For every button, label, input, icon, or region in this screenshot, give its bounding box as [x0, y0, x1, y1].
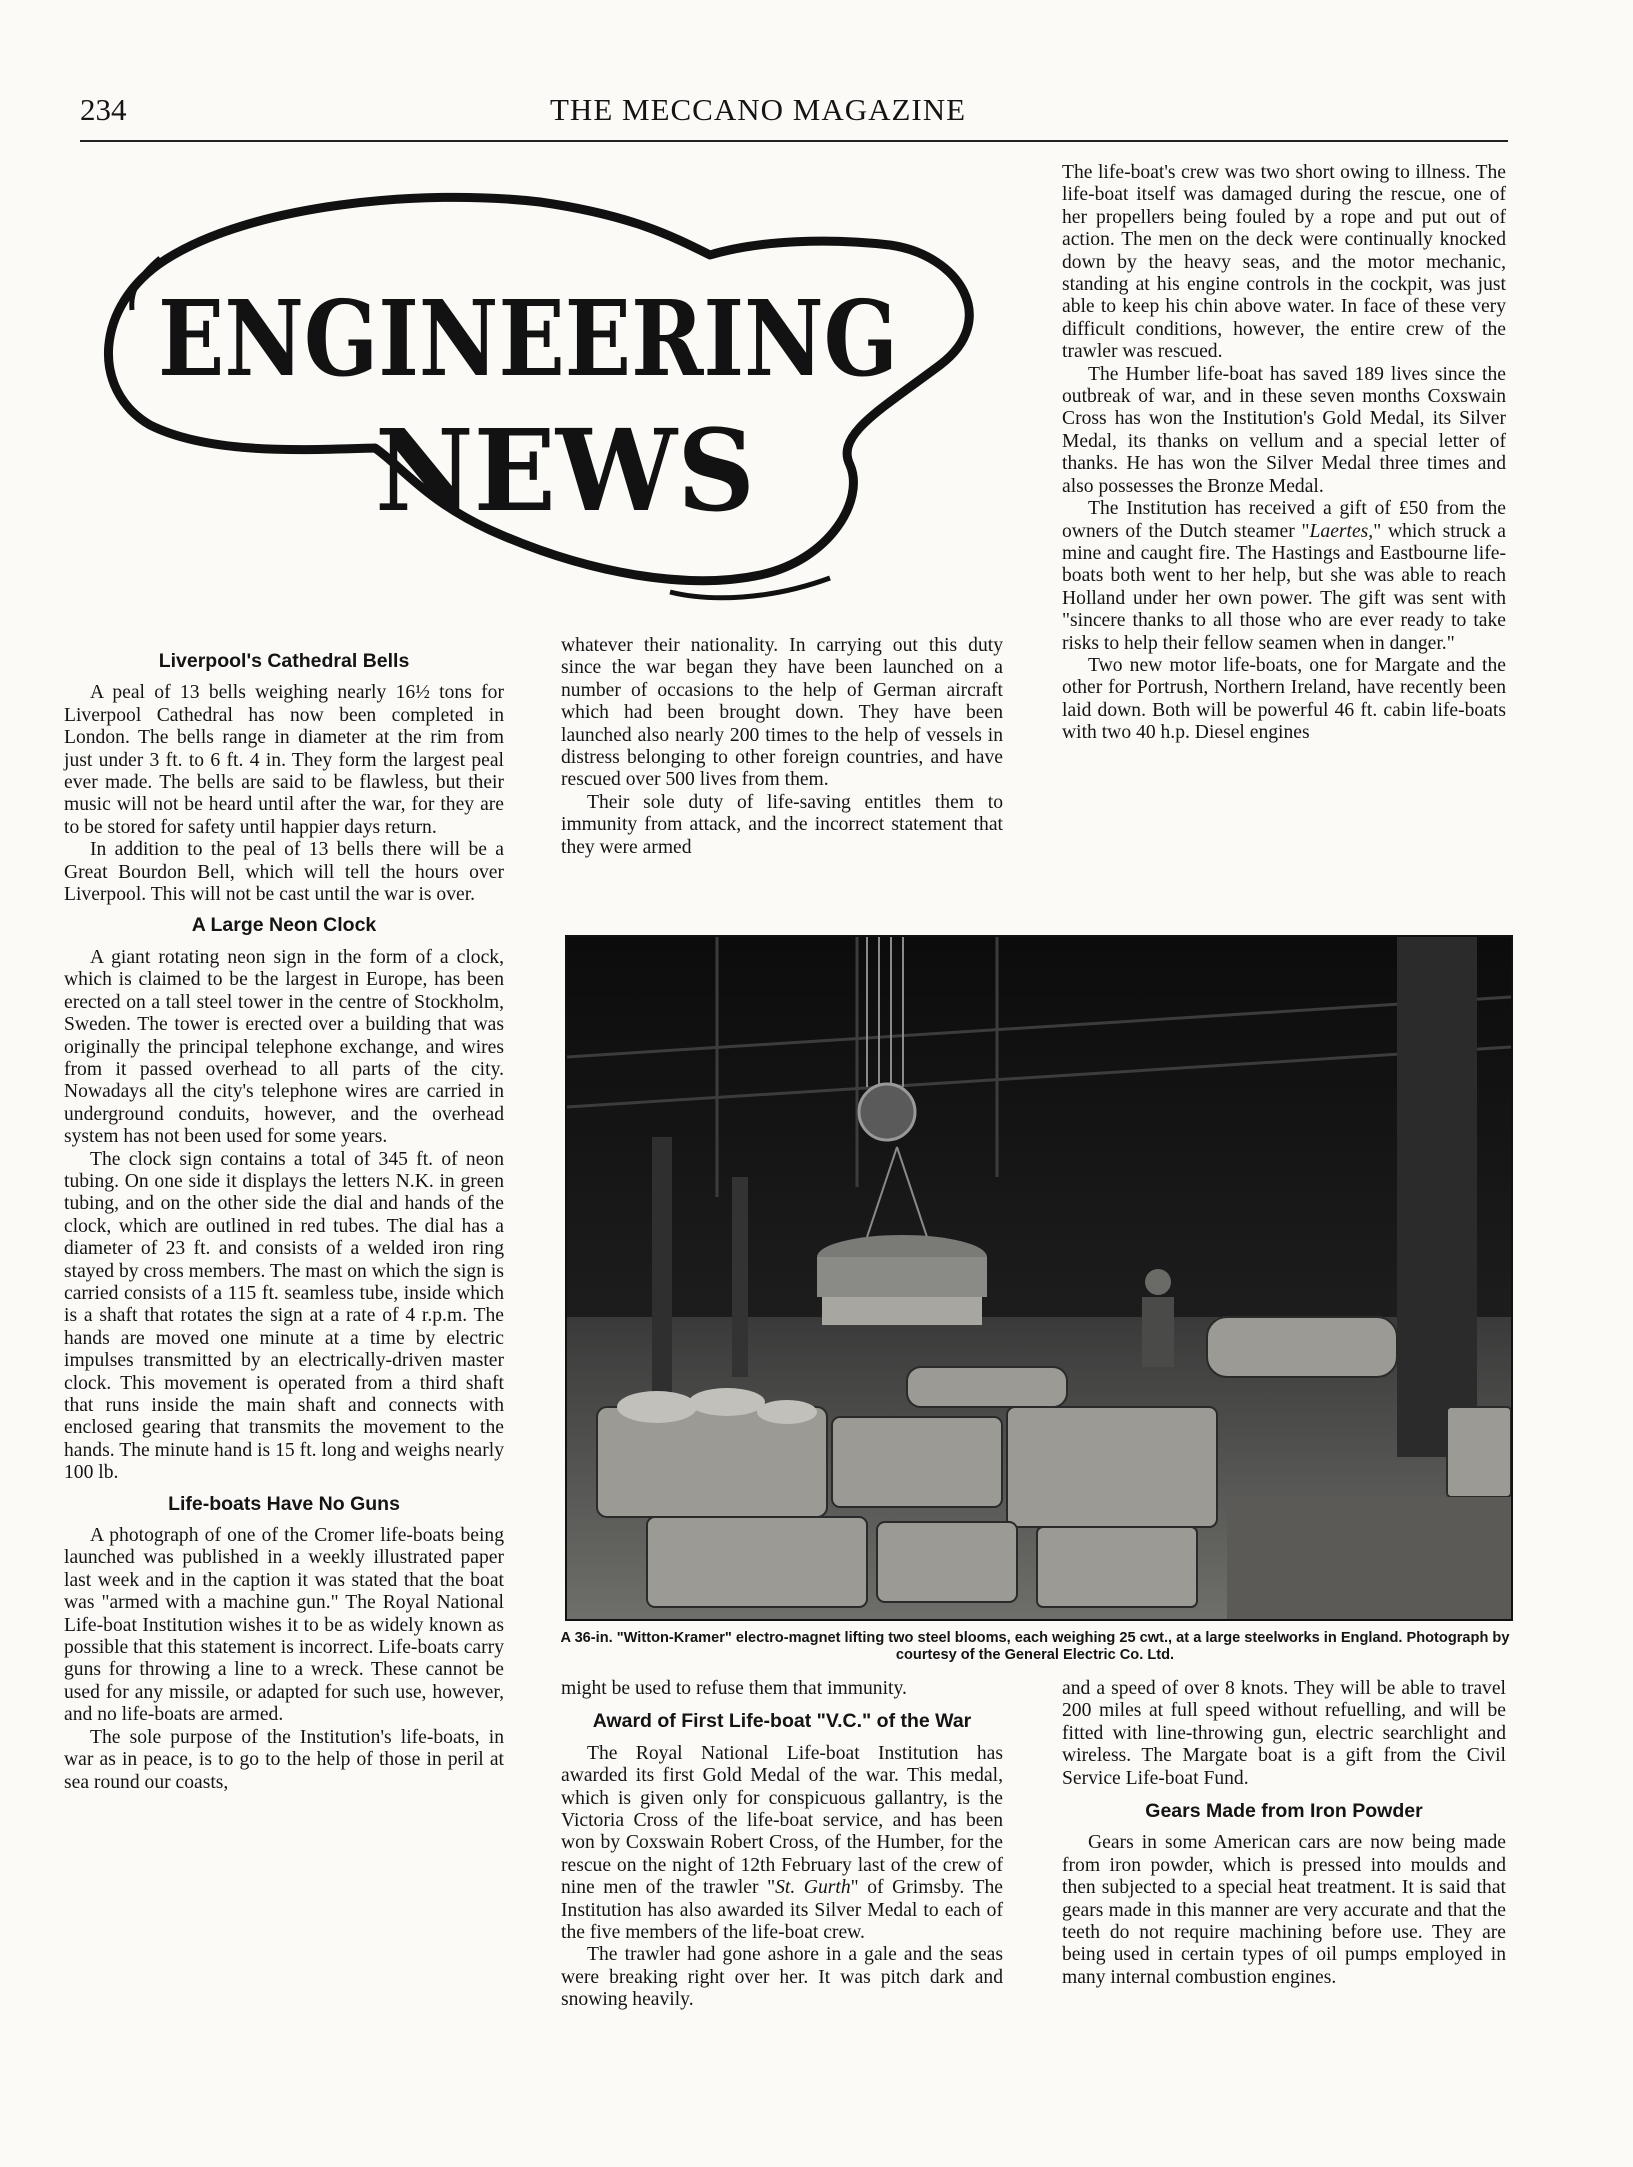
- paragraph: In addition to the peal of 13 bells there will be a Great Bourdon Bell, which will tell the hours over Liverpool. This will not be cast until the war is over.: [64, 839, 504, 906]
- paragraph: The sole purpose of the Institution's life-boats, in war as in peace, is to go to the help of those in peril at sea round our coasts,: [64, 1726, 504, 1793]
- ship-name-laertes: Laertes,: [1309, 520, 1374, 542]
- heading-lifeboats-no-guns: Life-boats Have No Guns: [168, 1492, 400, 1515]
- header-rule: [80, 140, 1508, 142]
- paragraph: A peal of 13 bells weighing nearly 16½ tons for Liverpool Cathedral has now been completed in London. The bells range in diameter at the rim from just under 3 ft. to 6 ft. 4 in. They form the largest peal ever made. The bells are said to be flawless, but their music will not be heard until after the war, for they are to be stored for safety until happier days return.: [64, 682, 504, 838]
- steelworks-photograph: [565, 935, 1513, 1621]
- paragraph: The Royal National Life-boat Institution has awarded its first Gold Medal of the war. This medal, which is given only for conspicuous gallantry, is the Victoria Cross of the life-boat service, and has been won by Coxswain Robert Cross, of the Humber, for the rescue on the night of 12th February last of the crew of nine men of the trawler "St. Gurth" of Grimsby. The Institution has also awarded its Silver Medal to each of the five members of the life-boat crew.: [561, 1742, 1003, 1944]
- heading-neon-clock: A Large Neon Clock: [191, 914, 377, 937]
- paragraph: The clock sign contains a total of 345 ft. of neon tubing. On one side it displays the letters N.K. in green tubing, and on the other side the dial and hands of the clock, which are outlined in red tubes. The dial has a diameter of 23 ft. and consists of a welded iron ring stayed by cross members. The mast on which the sign is carried consists of a 115 ft. seamless tube, inside which is a shaft that rotates the sign at a rate of 4 r.p.m. The hands are moved one minute at a time by electric impulses transmitted by an electrically-driven master clock. This movement is operated from a third shaft that runs inside the main shaft and connects with enclosed gearing that transmits the movement to the hands. The minute hand is 15 ft. long and weighs nearly 100 lb.: [64, 1148, 504, 1484]
- paragraph: whatever their nationality. In carrying out this duty since the war began they have been launched on a number of occasions to the help of German aircraft which had been brought down. They have been launched also nearly 200 times to the help of vessels in distress belonging to other foreign countries, and have rescued over 500 lives from them.: [561, 635, 1003, 791]
- heading-cathedral-bells: Liverpool's Cathedral Bells: [158, 650, 410, 672]
- column-middle-bottom: [561, 1678, 1003, 2012]
- paragraph: The Humber life-boat has saved 189 lives since the outbreak of war, and in these seven months Coxswain Cross has won the Institution's Gold Medal, its Silver Medal, its thanks on vellum and a special letter of thanks. He has won the Silver Medal three times and also possesses the Bronze Medal.: [1062, 363, 1506, 497]
- ship-name-st-gurth: St. Gurth: [775, 1877, 851, 1899]
- heading-award-life-boat-vc: Award of First Life-boat "V.C." of the War: [592, 1710, 972, 1733]
- paragraph: The trawler had gone ashore in a gale and the seas were breaking right over her. It was pitch dark and snowing heavily.: [561, 1944, 1003, 2011]
- steelworks-illustration: [567, 937, 1511, 1619]
- paragraph: Two new motor life-boats, one for Margate and the other for Portrush, Northern Ireland, have recently been laid down. Both will be powerful 46 ft. cabin life-boats with two 40 h.p. Diesel engines: [1062, 654, 1506, 744]
- logo-line-news: NEWS: [375, 406, 755, 537]
- column-right-top: [1062, 162, 1506, 745]
- paragraph: might be used to refuse them that immunity.: [561, 1678, 907, 1699]
- paragraph: The life-boat's crew was two short owing to illness. The life-boat itself was damaged during the rescue, one of her propellers being fouled by a rope and put out of action. The men on the deck were continually knocked down by the heavy seas, and the motor mechanic, standing at his engine controls in the cockpit, was just able to keep his chin above water. In face of these very difficult conditions, however, the entire crew of the trawler was rescued.: [1062, 162, 1506, 363]
- photo-caption: A 36-in. "Witton-Kramer" electro-magnet lifting two steel blooms, each weighing 25 cwt., at a large steelworks in England. Photograph by courtesy of the General Electric Co. Ltd.: [560, 1630, 1510, 1663]
- paragraph: A photograph of one of the Cromer life-boats being launched was published in a weekly illustrated paper last week and in the caption it was stated that the boat was "armed with a machine gun." The Royal National Life-boat Institution wishes it to be as widely known as possible that this statement is incorrect. Life-boats carry guns for throwing a line to a wreck. These cannot be used for any missile, or adapted for such use, however, and no life-boats are armed.: [64, 1525, 504, 1726]
- paragraph: and a speed of over 8 knots. They will be able to travel 200 miles at full speed without refuelling, and will be fitted with line-throwing gun, electric searchlight and wireless. The Margate boat is a gift from the Civil Service Life-boat Fund.: [1062, 1678, 1506, 1789]
- logo-line-engineering: ENGINEERING: [158, 277, 898, 400]
- paragraph: The Institution has received a gift of £50 from the owners of the Dutch steamer "Laertes," which struck a mine and caught fire. The Hastings and Eastbourne life-boats both went to her help, but she was able to reach Holland under her own power. The gift was sent with "sincere thanks to all those who are ever ready to take risks to help their fellow seamen when in danger.": [1062, 498, 1506, 654]
- magazine-title: THE MECCANO MAGAZINE: [550, 92, 967, 127]
- engineering-news-logo: [70, 180, 990, 620]
- column-left: [64, 644, 504, 1794]
- paragraph: A giant rotating neon sign in the form of a clock, which is claimed to be the largest in Europe, has been erected on a tall steel tower in the centre of Stockholm, Sweden. The tower is erected over a building that was originally the principal telephone exchange, and wires from it passed overhead to all parts of the city. Nowadays all the city's telephone wires are carried in underground conduits, however, and the overhead system has not been used for some years.: [64, 946, 504, 1148]
- column-middle-top: [561, 635, 1003, 859]
- paragraph: Their sole duty of life-saving entitles them to immunity from attack, and the incorrect statement that they were armed: [561, 791, 1003, 858]
- paragraph: Gears in some American cars are now being made from iron powder, which is pressed into moulds and then subjected to a special heat treatment. It is said that gears made in this manner are very accurate and that the teeth do not require machining before use. They are being used in certain types of oil pumps employed in many internal combustion engines.: [1062, 1832, 1506, 1988]
- page-number: 234: [80, 92, 127, 127]
- column-right-bottom: [1062, 1678, 1506, 1989]
- heading-gears-iron-powder: Gears Made from Iron Powder: [1145, 1800, 1423, 1823]
